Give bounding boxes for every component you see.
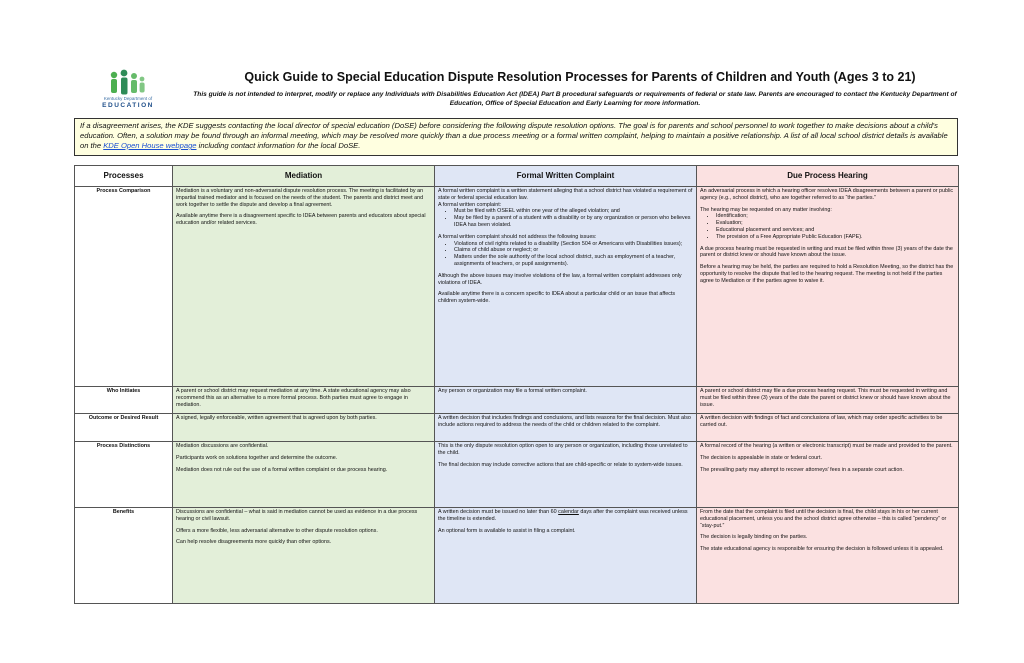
cell-complaint-initiates: Any person or organization may file a formal written complaint. [435, 387, 697, 414]
row-outcome [75, 414, 959, 442]
list-item: • Matters under the sole authority of the local school district, such as employment of a teacher, assignments of teachers, or pupil assignments). [454, 254, 693, 268]
text: Although the above issues may involve violations of the law, a formal written complaint addresses only violations of IDEA. [438, 272, 682, 286]
text: Available anytime there is a disagreement specific to IDEA between parents and educators about special education and/or related services. [176, 213, 426, 227]
logo-subtitle: Kentucky Department of [103, 96, 153, 101]
row-label-initiates: Who Initiates [75, 387, 173, 414]
dose-callout [74, 118, 958, 156]
text: Offers a more flexible, less adversarial alternative to other dispute resolution options. [176, 527, 378, 534]
text: A formal record of the hearing (a written or electronic transcript) must be made and provided to the parent. [700, 443, 953, 449]
complaint-requirements-list [438, 208, 693, 228]
header-processes: Processes [75, 166, 173, 187]
text: From the date that the complaint is filed until the decision is final, the child stays in his or her current educational placement, unless you and the school district agree otherwise – this is called “pendency” or “stay-put.” [700, 509, 947, 529]
callout-text-before: If a disagreement arises, the KDE suggests contacting the local director of special education (DoSE) before considering the following dispute resolution options. The goal is for parents and school personnel to work together to make decisions about a child's education. Often, a solution may be found through an informal meeting, which may be resolved more quickly than a due process meeting or a formal written complaint, helping to maintain a positive relationship. A list of all local school district details is available on the [80, 121, 948, 150]
text: The hearing may be requested on any matter involving: [700, 206, 832, 213]
complaint-exclusions-list [438, 241, 693, 268]
kde-open-house-link[interactable]: KDE Open House webpage [103, 141, 197, 150]
cell-complaint-comparison [435, 187, 697, 387]
text: A formal written complaint should not address the following issues: [438, 233, 597, 240]
text: A written decision must be issued no later than 60 [438, 509, 559, 515]
list-item: • Claims of child abuse or neglect; or [454, 247, 693, 254]
text: Mediation discussions are confidential. [176, 443, 269, 449]
cell-complaint-benefits [435, 508, 697, 604]
text: A formal written complaint: [438, 201, 502, 208]
cell-mediation-initiates: A parent or school district may request mediation at any time. A state educational agency may also recommend this as an alternative to a more formal process. Both parties must agree to engage in mediation. [173, 387, 435, 414]
hearing-matters-list [700, 213, 955, 240]
callout-text-after: including contact information for the local DoSE. [196, 141, 361, 150]
row-label-outcome: Outcome or Desired Result [75, 414, 173, 442]
text: The prevailing party may attempt to recover attorneys' fees in a separate court action. [700, 466, 904, 473]
text: The decision is legally binding on the parties. [700, 534, 808, 541]
row-benefits [75, 508, 959, 604]
list-item: • Evaluation; [716, 220, 955, 227]
list-item: • May be filed by a parent of a student with a disability or by any organization or person who believes IDEA has been violated. [454, 215, 693, 229]
disclaimer: This guide is not intended to interpret, modify or replace any Individuals with Disabilities Education Act (IDEA) Part B procedural safeguards or requirements of federal or state law. Parents are encouraged to contact the Kentucky Department of Education, Office of Special Education and Early Learning for more information. [193, 91, 957, 107]
text: Participants work on solutions together and determine the outcome. [176, 454, 338, 461]
header-mediation: Mediation [173, 166, 435, 187]
table-header-row [75, 166, 959, 187]
row-process-distinctions [75, 442, 959, 508]
cell-hearing-benefits [697, 508, 959, 604]
text: days after the complaint was received unless the timeline is extended. [438, 509, 688, 522]
calendar-underlined: calendar [558, 509, 579, 515]
text: A due process hearing must be requested in writing and must be filed within three (3) years of the date the parent or district knew or should have known about the issue. [700, 245, 953, 259]
row-label-benefits: Benefits [75, 508, 173, 604]
page-title: Quick Guide to Special Education Dispute Resolution Processes for Parents of Children and Youth (Ages 3 to 21) [244, 70, 916, 84]
text: Mediation does not rule out the use of a formal written complaint or due process hearing. [176, 466, 388, 473]
cell-mediation-benefits [173, 508, 435, 604]
cell-hearing-outcome: A written decision with findings of fact and conclusions of law, which may order specific activities to be carried out. [697, 414, 959, 442]
list-item: • Must be filed with OSEEL within one year of the alleged violation; and [454, 208, 693, 215]
cell-mediation-comparison [173, 187, 435, 387]
row-process-comparison [75, 187, 959, 387]
header-complaint: Formal Written Complaint [435, 166, 697, 187]
list-item: • Violations of civil rights related to a disability (Section 504 or Americans with Disabilities issues); [454, 241, 693, 248]
cell-hearing-distinctions [697, 442, 959, 508]
row-label-comparison: Process Comparison [75, 187, 173, 387]
cell-complaint-distinctions [435, 442, 697, 508]
text: An adversarial process in which a hearing officer resolves IDEA disagreements between a parent or public agency (e.g., school district), who are together referred to as “the parties.” [700, 188, 954, 201]
cell-mediation-outcome: A signed, legally enforceable, written agreement that is agreed upon by both parties. [173, 414, 435, 442]
text: A formal written complaint is a written statement alleging that a school district has violated a requirement of state or federal special education law. [438, 188, 693, 201]
header-hearing: Due Process Hearing [697, 166, 959, 187]
text: Can help resolve disagreements more quickly than other options. [176, 539, 332, 546]
text [438, 509, 693, 523]
list-item: • Identification; [716, 213, 955, 220]
text: The state educational agency is responsible for ensuring the decision is followed unless it is appealed. [700, 546, 944, 553]
text: Before a hearing may be held, the parties are required to hold a Resolution Meeting, so the district has the opportunity to resolve the dispute that led to the hearing request. The meeting is not held if the parties agree to Mediation or if the parties agree to waive it. [700, 264, 954, 284]
list-item: • Educational placement and services; and [716, 227, 955, 234]
dispute-resolution-table [74, 165, 959, 604]
cell-complaint-outcome: A written decision that includes findings and conclusions, and lists reasons for the final decision. Must also include actions required to address the needs of the child or children related to the complaint. [435, 414, 697, 442]
cell-hearing-comparison [697, 187, 959, 387]
text: An optional form is available to assist in filing a complaint. [438, 527, 576, 534]
cell-hearing-initiates: A parent or school district may file a due process hearing request. This must be requested in writing and must be filed within three (3) years of the date the parent or district knew or should have known about the issue. [697, 387, 959, 414]
row-label-distinctions: Process Distinctions [75, 442, 173, 508]
row-who-initiates [75, 387, 959, 414]
text: The decision is appealable in state or federal court. [700, 454, 822, 461]
list-item: • The provision of a Free Appropriate Public Education (FAPE). [716, 234, 955, 241]
text: Mediation is a voluntary and non-adversarial dispute resolution process. The meeting is facilitated by an impartial trained mediator and is focused on the needs of the student. The parents and district meet and work together to settle the dispute and develop a final agreement. [176, 188, 424, 208]
logo-wordmark: EDUCATION [102, 102, 154, 109]
text: Discussions are confidential – what is said in mediation cannot be used as evidence in a due process hearing or civil lawsuit. [176, 509, 418, 522]
text: Available anytime there is a concern specific to IDEA about a particular child or an issue that affects children system-wide. [438, 291, 676, 305]
text: The final decision may include corrective actions that are child-specific or relate to system-wide issues. [438, 461, 683, 468]
cell-mediation-distinctions [173, 442, 435, 508]
text: This is the only dispute resolution option open to any person or organization, including those unrelated to the child. [438, 443, 688, 456]
